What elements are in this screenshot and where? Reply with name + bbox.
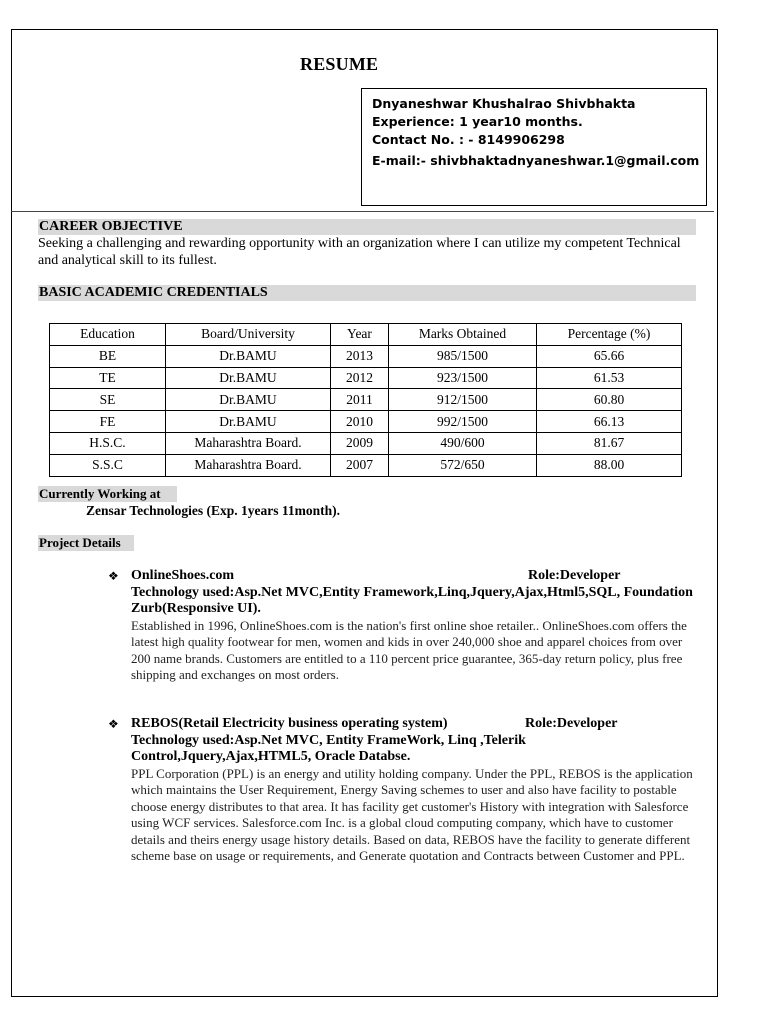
project-technology: Technology used:Asp.Net MVC,Entity Framework,Linq,Jquery,Ajax,Html5,SQL, Foundation Zurb(Responsive UI). <box>131 584 693 616</box>
contact-number: Contact No. : - 8149906298 <box>372 132 565 147</box>
table-cell: 2007 <box>331 454 389 476</box>
table-row <box>50 432 682 454</box>
table-cell: Dr.BAMU <box>166 345 331 367</box>
candidate-name: Dnyaneshwar Khushalrao Shivbhakta <box>372 96 636 111</box>
table-cell: S.S.C <box>50 454 166 476</box>
table-cell: 985/1500 <box>389 345 537 367</box>
table-cell: 2013 <box>331 345 389 367</box>
table-cell: 490/600 <box>389 432 537 454</box>
table-cell: Maharashtra Board. <box>166 454 331 476</box>
diamond-bullet-icon: ❖ <box>108 569 119 583</box>
experience-line: Experience: 1 year10 months. <box>372 114 583 129</box>
column-header: Year <box>331 324 389 346</box>
table-cell: 2010 <box>331 411 389 433</box>
table-cell: 65.66 <box>537 345 682 367</box>
table-cell: 572/650 <box>389 454 537 476</box>
table-cell: 81.67 <box>537 432 682 454</box>
table-row <box>50 389 682 411</box>
table-cell: Dr.BAMU <box>166 411 331 433</box>
table-cell: 992/1500 <box>389 411 537 433</box>
email-address: E-mail:- shivbhaktadnyaneshwar.1@gmail.com <box>372 153 700 168</box>
work-heading: Currently Working at <box>38 486 177 502</box>
table-cell: H.S.C. <box>50 432 166 454</box>
table-cell: FE <box>50 411 166 433</box>
current-company: Zensar Technologies (Exp. 1years 11month). <box>86 503 341 518</box>
table-cell: 88.00 <box>537 454 682 476</box>
project-description: Established in 1996, OnlineShoes.com is the nation's first online shoe retailer.. OnlineShoes.com offers the latest high quality footwear for men, women and kids in over 240,000 shoe and apparel choices from over 200 name brands. Customers are entitled to a 110 percent price guarantee, 365-day return policy, plus free shipping and exchanges on most orders. <box>131 617 687 683</box>
column-header: Board/University <box>166 324 331 346</box>
table-cell: 2012 <box>331 367 389 389</box>
table-cell: 66.13 <box>537 411 682 433</box>
project-name: REBOS(Retail Electricity business operating system) <box>131 716 448 731</box>
table-cell: 2011 <box>331 389 389 411</box>
table-cell: Maharashtra Board. <box>166 432 331 454</box>
table-cell: 912/1500 <box>389 389 537 411</box>
project-role: Role:Developer <box>528 568 621 583</box>
table-cell: Dr.BAMU <box>166 367 331 389</box>
academic-table <box>49 323 682 477</box>
project-technology: Technology used:Asp.Net MVC, Entity FrameWork, Linq ,Telerik Control,Jquery,Ajax,HTML5, Oracle Databse. <box>131 732 526 764</box>
table-cell: Dr.BAMU <box>166 389 331 411</box>
project-details-heading: Project Details <box>38 535 134 551</box>
project-description: PPL Corporation (PPL) is an energy and utility holding company. Under the PPL, REBOS is the application which maintains the User Requirement, Energy Saving schemes to user and also have facility to postable choose energy distributes to that area. It has facility get customer's History with integration with Salesforce using WCF services. Salesforce.com Inc. is a global cloud computing company, which have to customer details and theirs energy usage history details. Based on data, REBOS have the facility to generate different scheme base on usage or requirements, and Generate quotation and Contracts between Customer and PPL. <box>131 765 693 864</box>
table-cell: 60.80 <box>537 389 682 411</box>
diamond-bullet-icon: ❖ <box>108 717 119 731</box>
table-row <box>50 411 682 433</box>
table-row <box>50 345 682 367</box>
column-header: Education <box>50 324 166 346</box>
table-row <box>50 367 682 389</box>
table-cell: 61.53 <box>537 367 682 389</box>
career-objective-heading: CAREER OBJECTIVE <box>38 219 696 235</box>
table-cell: 923/1500 <box>389 367 537 389</box>
table-cell: TE <box>50 367 166 389</box>
table-header-row <box>50 324 682 346</box>
page-title: RESUME <box>300 54 379 74</box>
table-row <box>50 454 682 476</box>
project-name: OnlineShoes.com <box>131 568 235 583</box>
table-cell: 2009 <box>331 432 389 454</box>
table-cell: BE <box>50 345 166 367</box>
project-item <box>108 568 693 684</box>
column-header: Percentage (%) <box>537 324 682 346</box>
contact-box <box>361 88 707 206</box>
project-role: Role:Developer <box>525 716 618 731</box>
header-divider <box>11 211 714 212</box>
column-header: Marks Obtained <box>389 324 537 346</box>
project-item <box>108 716 693 865</box>
career-objective-text: Seeking a challenging and rewarding opportunity with an organization where I can utilize my competent Technical and analytical skill to its fullest. <box>38 236 681 268</box>
table-cell: SE <box>50 389 166 411</box>
academic-credentials-heading: BASIC ACADEMIC CREDENTIALS <box>38 285 696 301</box>
